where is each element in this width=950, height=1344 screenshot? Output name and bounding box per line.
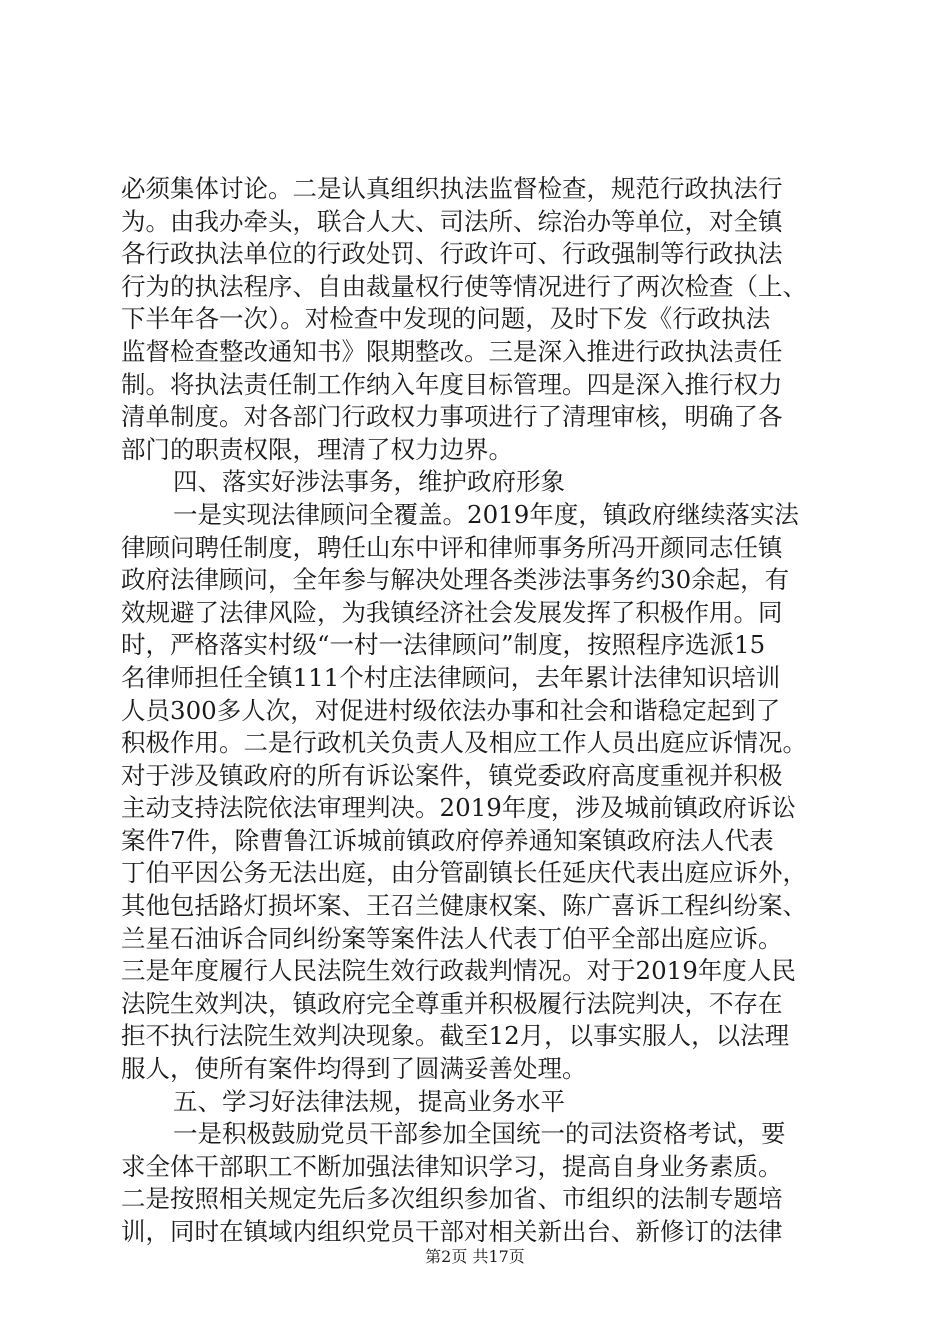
text-line: 五、学习好法律法规，提高业务水平 [173,1086,565,1116]
text-line: 其他包括路灯损坏案、王召兰健康权案、陈广喜诉工程纠纷案、 [121,891,807,921]
text-line: 服人，使所有案件均得到了圆满妥善处理。 [121,1054,587,1084]
text-line: 丁伯平因公务无法出庭，由分管副镇长任延庆代表出庭应诉外， [121,858,807,888]
text-line: 必须集体讨论。二是认真组织执法监督检查，规范行政执法行 [121,174,783,203]
text-line: 时，严格落实村级“一村一法律顾问”制度，按照程序选派15 [121,630,766,660]
text-line: 案件7件，除曹鲁江诉城前镇政府停养通知案镇政府法人代表 [121,825,774,855]
text-line: 积极作用。二是行政机关负责人及相应工作人员出庭应诉情况。 [121,728,807,758]
text-line: 二是按照相关规定先后多次组织参加省、市组织的法制专题培 [121,1184,783,1214]
body-text [121,173,836,1249]
text-line: 对于涉及镇政府的所有诉讼案件，镇党委政府高度重视并积极 [121,760,783,790]
text-line: 求全体干部职工不断加强法律知识学习，提高自身业务素质。 [121,1151,783,1181]
text-line: 下半年各一次）。对检查中发现的问题，及时下发《行政执法 [121,304,771,334]
text-line: 为。由我办牵头，联合人大、司法所、综治办等单位，对全镇 [121,206,783,236]
page-footer: 第2页 共17页 [425,1247,525,1266]
text-line: 一是实现法律顾问全覆盖。2019年度，镇政府继续落实法 [173,499,799,529]
text-line: 法院生效判决，镇政府完全尊重并积极履行法院判决，不存在 [121,988,783,1018]
text-line: 效规避了法律风险，为我镇经济社会发展发挥了积极作用。同 [121,597,783,627]
text-line: 部门的职责权限，理清了权力边界。 [121,434,513,464]
text-line: 拒不执行法院生效判决现象。截至12月，以事实服人，以法理 [121,1021,790,1051]
text-line: 各行政执法单位的行政处罚、行政许可、行政强制等行政执法 [121,239,783,269]
text-line: 人员300多人次，对促进村级依法办事和社会和谐稳定起到了 [121,695,781,725]
text-line: 清单制度。对各部门行政权力事项进行了清理审核，明确了各 [121,402,783,432]
text-line: 主动支持法院依法审理判决。2019年度，涉及城前镇政府诉讼 [121,793,796,823]
text-line: 监督检查整改通知书》限期整改。三是深入推进行政执法责任 [121,336,783,366]
text-line: 一是积极鼓励党员干部参加全国统一的司法资格考试，要 [173,1119,786,1149]
text-line: 兰星石油诉合同纠纷案等案件法人代表丁伯平全部出庭应诉。 [121,923,783,953]
text-line: 行为的执法程序、自由裁量权行使等情况进行了两次检查（上、 [121,271,807,301]
text-line: 三是年度履行人民法院生效行政裁判情况。对于2019年度人民 [121,956,796,986]
text-line: 四、落实好涉法事务，维护政府形象 [173,467,565,497]
text-line: 名律师担任全镇111个村庄法律顾问，去年累计法律知识培训 [121,662,781,692]
text-line: 制。将执法责任制工作纳入年度目标管理。四是深入推行权力 [121,369,783,399]
text-line: 政府法律顾问，全年参与解决处理各类涉法事务约30余起，有 [121,565,790,595]
text-line: 训，同时在镇域内组织党员干部对相关新出台、新修订的法律 [121,1217,783,1246]
text-line: 律顾问聘任制度，聘任山东中评和律师事务所冯开颜同志任镇 [121,532,783,562]
